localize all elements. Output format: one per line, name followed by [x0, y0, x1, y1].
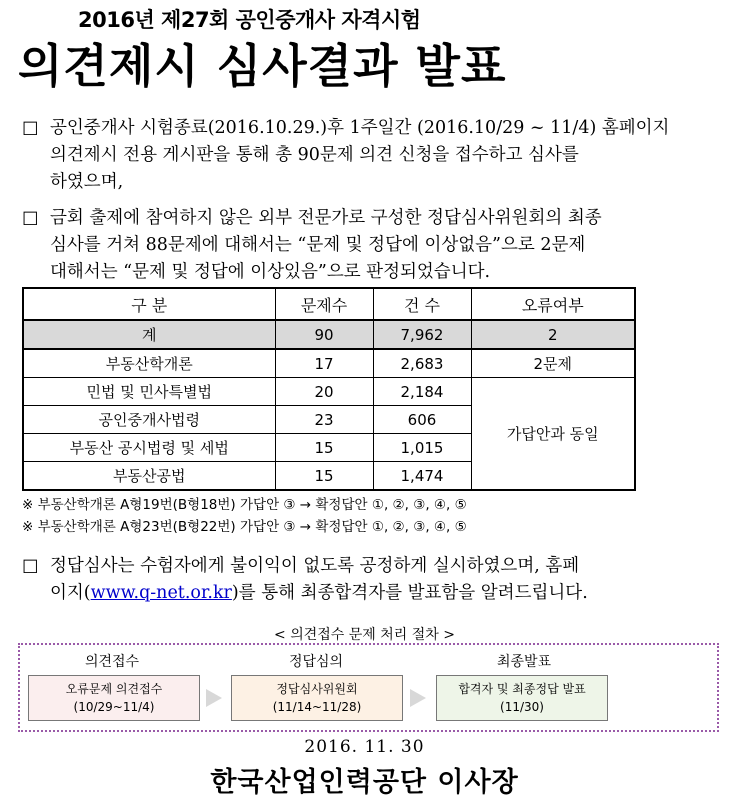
- step-label-opinion-intake: 의견접수: [84, 654, 140, 670]
- table-note: ※ 부동산학개론 A형19번(B형18번) 가답안 ③ → 확정답안 ①, ②, ③, ④, ⑤: [22, 497, 467, 513]
- table-cell: 부동산공법: [23, 462, 275, 491]
- arrow-right-icon: [410, 689, 426, 707]
- step-box-period: (11/14~11/28): [272, 700, 362, 714]
- document-subtitle: 2016년 제27회 공인중개사 자격시험: [78, 8, 421, 32]
- table-note: ※ 부동산학개론 A형23번(B형22번) 가답안 ③ → 확정답안 ①, ②, ③, ④, ⑤: [22, 519, 467, 535]
- step-box-period: (10/29~11/4): [73, 700, 155, 714]
- paragraph-text: )를 통해 최종합격자를 발표함을 알려드립니다.: [231, 583, 588, 603]
- table-cell: 606: [373, 406, 471, 434]
- step-box-title: 합격자 및 최종정답 발표: [458, 682, 586, 696]
- checkbox-bullet-icon: □: [22, 208, 39, 228]
- paragraph-line: 정답심사는 수험자에게 불이익이 없도록 공정하게 실시하였으며, 홈페: [50, 556, 580, 576]
- table-cell: 1,015: [373, 434, 471, 462]
- checkbox-bullet-icon: □: [22, 118, 39, 138]
- table-cell: 2,683: [373, 349, 471, 378]
- table-cell: 15: [275, 462, 373, 491]
- results-table: [22, 287, 636, 491]
- paragraph-2: [22, 205, 722, 286]
- table-cell: 15: [275, 434, 373, 462]
- paragraph-text: 이지(: [50, 583, 91, 603]
- step-box-final-announcement: [436, 675, 608, 721]
- step-label-answer-review: 정답심의: [288, 654, 344, 670]
- table-cell: 부동산 공시법령 및 세법: [23, 434, 275, 462]
- qnet-website-link[interactable]: www.q-net.or.kr: [90, 583, 232, 603]
- step-box-period: (11/30): [500, 700, 544, 714]
- table-cell-merged-error-status: 가답안과 동일: [471, 378, 635, 491]
- paragraph-line: 하였으며,: [50, 172, 124, 192]
- paragraph-1: [22, 115, 722, 196]
- table-row: [23, 378, 635, 406]
- table-cell: 2: [471, 320, 635, 349]
- table-cell: 23: [275, 406, 373, 434]
- table-cell: 20: [275, 378, 373, 406]
- table-cell: 1,474: [373, 462, 471, 491]
- column-header-category: 구 분: [23, 288, 275, 320]
- step-box-title: 정답심사위원회: [276, 682, 358, 696]
- issuer-signature: 한국산업인력공단 이사장: [210, 767, 519, 798]
- table-cell: 부동산학개론: [23, 349, 275, 378]
- table-row: [23, 349, 635, 378]
- paragraph-line: 의견제시 전용 게시판을 통해 총 90문제 의견 신청을 접수하고 심사를: [50, 145, 579, 165]
- table-cell: 17: [275, 349, 373, 378]
- step-box-answer-review: [231, 675, 403, 721]
- paragraph-line: 금회 출제에 참여하지 않은 외부 전문가로 구성한 정답심사위원회의 최종: [50, 208, 602, 228]
- paragraph-line: 공인중개사 시험종료(2016.10.29.)후 1주일간 (2016.10/29 ~ 11/4) 홈페이지: [50, 118, 670, 138]
- paragraph-line: 대해서는 “문제 및 정답에 이상있음”으로 판정되었습니다.: [50, 262, 491, 282]
- step-box-opinion-intake: [28, 675, 200, 721]
- column-header-case-count: 건 수: [373, 288, 471, 320]
- table-cell: 2,184: [373, 378, 471, 406]
- procedure-title: < 의견접수 문제 처리 절차 >: [274, 627, 455, 643]
- column-header-error-status: 오류여부: [471, 288, 635, 320]
- table-header-row: [23, 288, 635, 320]
- table-cell: 계: [23, 320, 275, 349]
- column-header-question-count: 문제수: [275, 288, 373, 320]
- table-cell: 2문제: [471, 349, 635, 378]
- paragraph-3: [22, 553, 722, 607]
- paragraph-line: 심사를 거쳐 88문제에 대해서는 “문제 및 정답에 이상없음”으로 2문제: [50, 235, 586, 255]
- document-title: 의견제시 심사결과 발표: [18, 39, 507, 93]
- announcement-date: 2016. 11. 30: [304, 737, 425, 757]
- table-cell: 공인중개사법령: [23, 406, 275, 434]
- step-box-title: 오류문제 의견접수: [65, 682, 163, 696]
- checkbox-bullet-icon: □: [22, 556, 39, 576]
- table-total-row: [23, 320, 635, 349]
- step-label-final-announcement: 최종발표: [496, 654, 552, 670]
- table-cell: 90: [275, 320, 373, 349]
- table-cell: 민법 및 민사특별법: [23, 378, 275, 406]
- table-cell: 7,962: [373, 320, 471, 349]
- paragraph-line: [22, 580, 722, 607]
- arrow-right-icon: [206, 689, 222, 707]
